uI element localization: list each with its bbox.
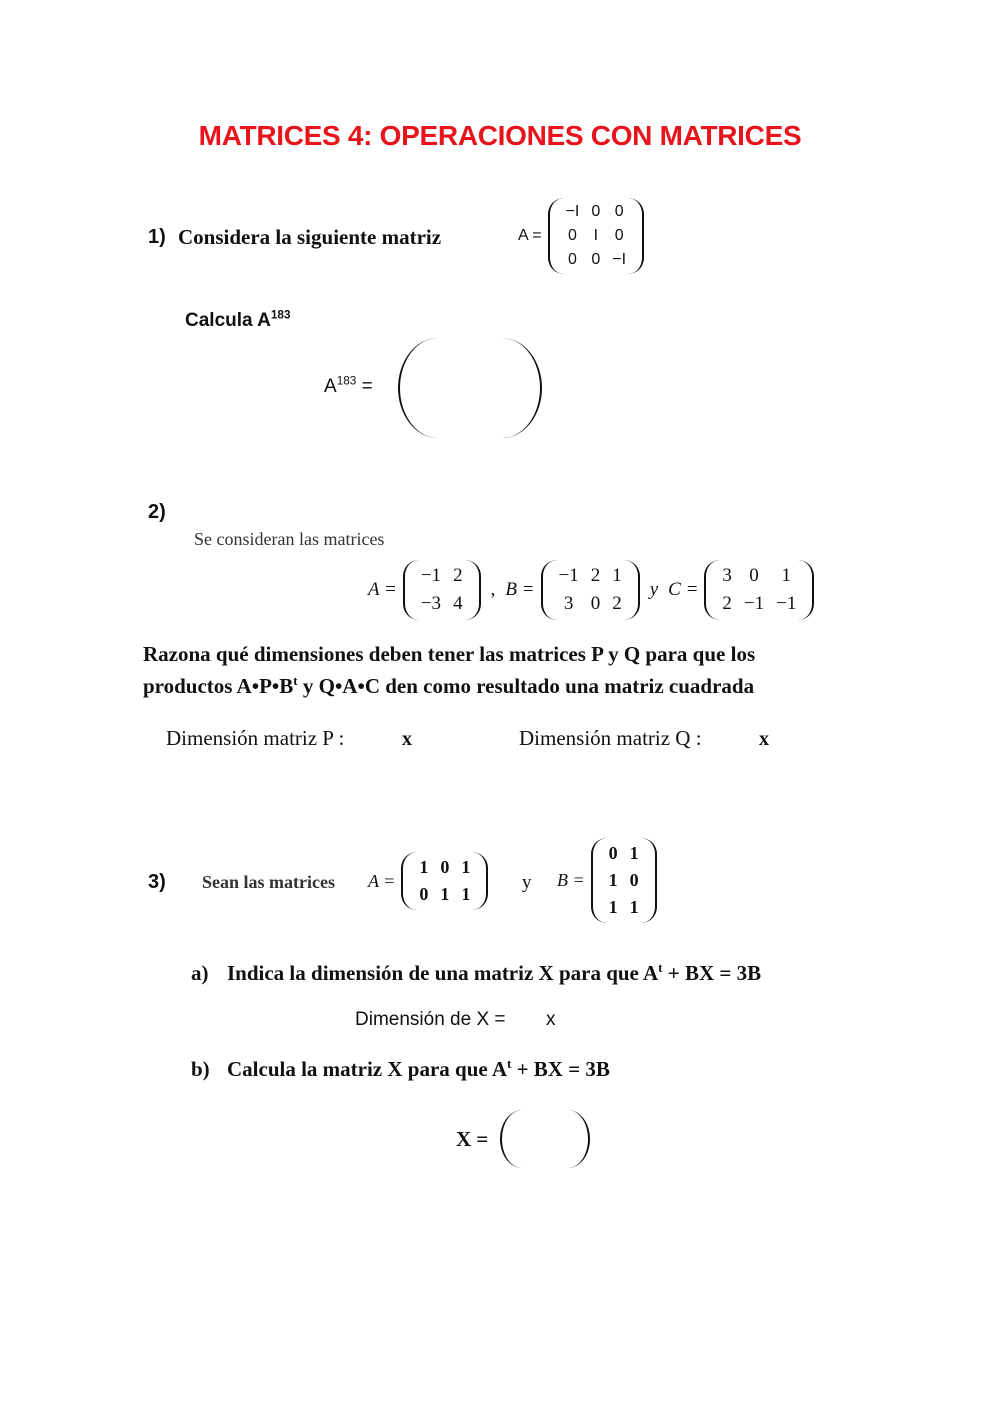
q1-matrix-A bbox=[518, 198, 644, 274]
q2-reason-line2 bbox=[143, 670, 883, 702]
q2-A-grid bbox=[403, 560, 481, 620]
q2-B-cell-0-1: 2 bbox=[590, 565, 601, 586]
q3-A-cell-0-2: 1 bbox=[461, 857, 471, 877]
q1-statement: Considera la siguiente matriz bbox=[178, 225, 442, 249]
q1-calc-exp: 183 bbox=[270, 308, 291, 322]
q2-sep2: y bbox=[649, 579, 659, 600]
q3-matrix-A bbox=[368, 852, 488, 910]
q1-A-cell-0-2: 0 bbox=[614, 203, 624, 220]
q2-A-cell-1-1: 4 bbox=[453, 593, 463, 614]
q3-A-cell-0-1: 0 bbox=[440, 857, 450, 877]
q3-a-label: a) bbox=[191, 961, 209, 985]
q2-A-cell-1-0: −3 bbox=[420, 593, 442, 614]
q3-A-cell-1-2: 1 bbox=[461, 884, 471, 904]
q1-A-grid bbox=[548, 198, 645, 274]
q3-sep: y bbox=[522, 872, 532, 893]
q3-B-cell-2-0: 1 bbox=[608, 897, 618, 917]
q1-A-cell-1-1: I bbox=[593, 227, 599, 244]
q1-number: 1) bbox=[148, 226, 166, 248]
q3-B-grid bbox=[591, 838, 657, 923]
q3-b-text bbox=[227, 1057, 610, 1082]
q2-B-label: B = bbox=[505, 579, 535, 600]
q2-A-label: A = bbox=[368, 579, 397, 600]
q1-answer-label bbox=[324, 376, 373, 398]
q2-C-cell-0-1: 0 bbox=[749, 565, 759, 586]
q2-B-cell-1-2: 2 bbox=[612, 593, 622, 614]
q3-a-text bbox=[227, 961, 761, 986]
q3-B-cell-1-0: 1 bbox=[608, 870, 618, 890]
q3-b-sup: t bbox=[506, 1056, 512, 1071]
q1-calc-text: Calcula A bbox=[185, 310, 271, 331]
q3-intro: Sean las matrices bbox=[202, 872, 335, 892]
q2-B-cell-1-0: 3 bbox=[563, 593, 574, 614]
q1-A-cell-0-1: 0 bbox=[591, 203, 601, 220]
q2-B-grid bbox=[541, 560, 640, 620]
q1-answer-exp: 183 bbox=[336, 374, 357, 388]
q2-C-cell-0-0: 3 bbox=[722, 565, 732, 586]
q3-number: 3) bbox=[148, 871, 166, 893]
q1-answer-eq: = bbox=[356, 376, 373, 397]
q2-number: 2) bbox=[148, 501, 166, 523]
q3-a-text-2: + BX = 3B bbox=[662, 961, 762, 985]
q2-C-cell-0-2: 1 bbox=[781, 565, 791, 586]
q3-B-cell-0-1: 1 bbox=[629, 843, 639, 863]
q3-b-label: b) bbox=[191, 1057, 210, 1081]
q2-B-cell-0-0: −1 bbox=[558, 565, 579, 586]
q3-A-cell-1-0: 0 bbox=[419, 884, 429, 904]
q2-A-cell-0-0: −1 bbox=[420, 565, 442, 586]
q2-A-cell-0-1: 2 bbox=[453, 565, 463, 586]
q1-A-cell-2-2: −I bbox=[612, 251, 627, 268]
q3-B-cell-1-1: 0 bbox=[629, 870, 639, 890]
q3-b-text-1: Calcula la matriz X para que A bbox=[227, 1057, 507, 1081]
q3-B-cell-2-1: 1 bbox=[629, 897, 639, 917]
q3-B-label: B = bbox=[557, 870, 585, 890]
q1-A-cell-2-1: 0 bbox=[591, 251, 601, 268]
q2-reason-line2-b: y Q•A•C den como resultado una matriz cuadrada bbox=[297, 674, 755, 698]
q1-A-cell-0-0: −I bbox=[565, 203, 580, 220]
q2-matrices-row bbox=[368, 560, 814, 620]
q2-sep1: , bbox=[490, 579, 496, 600]
q3-x-answer-matrix[interactable] bbox=[500, 1110, 590, 1168]
q3-a-sup: t bbox=[658, 960, 663, 975]
q2-dimP-label: Dimensión matriz P : bbox=[166, 726, 345, 750]
q2-C-cell-1-1: −1 bbox=[743, 593, 765, 614]
q1-answer-matrix[interactable] bbox=[398, 338, 542, 438]
q3-x-label: X = bbox=[456, 1127, 489, 1151]
q3-matrix-B bbox=[557, 838, 657, 923]
q2-intro: Se consideran las matrices bbox=[194, 529, 385, 549]
q3-a-text-1: Indica la dimensión de una matriz X para que A bbox=[227, 961, 659, 985]
q2-reasoning bbox=[143, 638, 883, 702]
q2-dimQ-label: Dimensión matriz Q : bbox=[519, 726, 702, 750]
q3-dimX-label: Dimensión de X = bbox=[355, 1009, 506, 1030]
q2-C-grid bbox=[704, 560, 814, 620]
q2-B-cell-0-2: 1 bbox=[612, 565, 622, 586]
q2-C-cell-1-2: −1 bbox=[776, 593, 797, 614]
q3-A-label: A = bbox=[368, 870, 396, 891]
q2-reason-sup: t bbox=[293, 673, 298, 688]
q3-A-grid bbox=[401, 852, 488, 910]
q3-B-cell-0-0: 0 bbox=[608, 843, 618, 863]
q2-dimP-x[interactable]: x bbox=[402, 728, 412, 750]
q2-C-cell-1-0: 2 bbox=[722, 593, 732, 614]
q1-matrix-label: A = bbox=[518, 227, 542, 244]
q3-b-text-2: + BX = 3B bbox=[511, 1057, 610, 1081]
q1-calc-label bbox=[185, 310, 291, 332]
q3-dimX-x[interactable]: x bbox=[546, 1009, 556, 1030]
q2-reason-line1: Razona qué dimensiones deben tener las matrices P y Q para que los bbox=[143, 642, 756, 666]
q1-answer-base: A bbox=[324, 376, 337, 397]
q2-dimQ-x[interactable]: x bbox=[759, 728, 769, 750]
q1-A-cell-2-0: 0 bbox=[568, 251, 577, 268]
q3-A-cell-0-0: 1 bbox=[419, 857, 429, 877]
page-title: MATRICES 4: OPERACIONES CON MATRICES bbox=[198, 120, 802, 151]
q2-C-label: C = bbox=[668, 579, 699, 600]
q1-A-cell-1-0: 0 bbox=[568, 227, 577, 244]
q1-A-cell-1-2: 0 bbox=[614, 227, 624, 244]
q2-B-cell-1-1: 0 bbox=[590, 593, 601, 614]
q3-A-cell-1-1: 1 bbox=[440, 884, 450, 904]
q2-reason-line2-a: productos A•P•B bbox=[143, 674, 294, 698]
